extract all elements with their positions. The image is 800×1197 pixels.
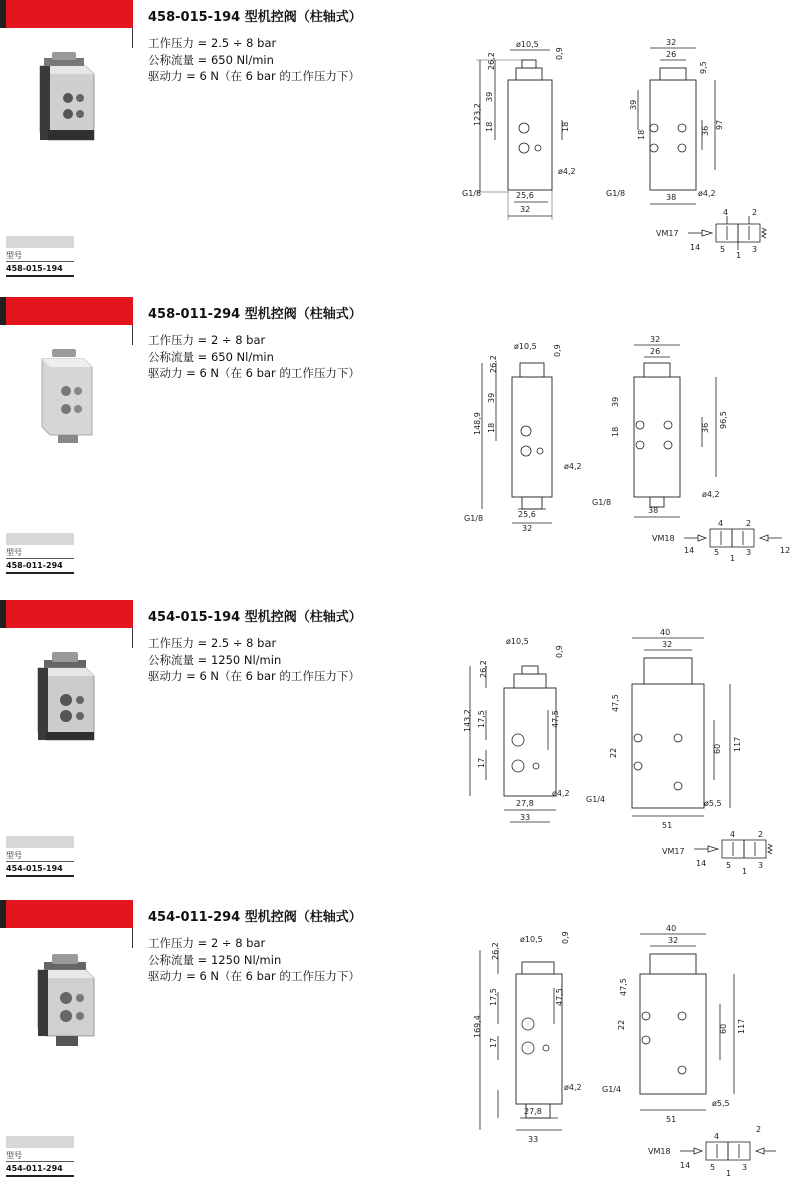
dim-side-inner-width: 32: [662, 640, 673, 649]
spec-pressure: 工作压力 = 2 ÷ 8 bar: [148, 333, 266, 347]
model-box: [6, 533, 74, 574]
symbol-port-4: 4: [730, 830, 736, 839]
dim-side-bottom-width: 51: [666, 1115, 677, 1124]
symbol-port-5: 5: [726, 861, 732, 870]
valve-symbol: [656, 208, 766, 260]
technical-drawing: [440, 920, 800, 1180]
spec-list: [148, 332, 360, 382]
symbol-port-14: 14: [696, 859, 707, 868]
product-section-4: [0, 900, 800, 1197]
spec-list: [148, 935, 360, 985]
dim-top-height: 26,2: [479, 660, 488, 678]
model-code: 454-015-194: [6, 864, 63, 873]
spec-force: 驱动力 = 6 N（在 6 bar 的工作压力下）: [148, 69, 360, 83]
model-label: 型号: [6, 1151, 22, 1160]
dim-port-height-right: 47,5: [551, 710, 560, 728]
symbol-port-4: 4: [718, 519, 724, 528]
spec-pressure: 工作压力 = 2.5 ÷ 8 bar: [148, 636, 277, 650]
dim-side-total-height: 97: [715, 119, 724, 130]
header-divider: [132, 628, 133, 648]
dim-port: G1/8: [464, 514, 484, 523]
symbol-port-3: 3: [752, 245, 758, 254]
product-section-3: [0, 600, 800, 897]
valve-photo: [30, 650, 100, 750]
dim-hole: ø4,2: [564, 462, 582, 471]
symbol-port-4: 4: [714, 1132, 720, 1141]
dim-side-port-height: 18: [611, 426, 620, 437]
dim-side-hole: ø5,5: [712, 1099, 730, 1108]
symbol-port-4: 4: [723, 208, 729, 217]
dim-mid-height: 17,5: [477, 710, 486, 728]
dim-side-mid-height: 39: [629, 99, 638, 110]
dim-side-port-height: 22: [609, 747, 618, 758]
dim-side-top-width: 32: [650, 335, 661, 344]
section-header-bar: [0, 600, 133, 628]
dim-side-port: G1/4: [602, 1085, 622, 1094]
dim-side-right-height: 36: [701, 125, 710, 136]
dim-stem: ø10,5: [506, 637, 529, 646]
dim-inner-width: 25,6: [516, 191, 534, 200]
dim-side-hole: ø4,2: [702, 490, 720, 499]
dim-side-inner-width: 26: [650, 347, 661, 356]
symbol-port-1: 1: [736, 251, 742, 260]
dim-side-total-height: 117: [733, 736, 742, 752]
dim-total-height: 123,2: [473, 103, 482, 126]
dim-stem: ø10,5: [514, 342, 537, 351]
symbol-port-1: 1: [726, 1169, 732, 1178]
symbol-name: VM17: [662, 847, 685, 856]
section-title: 454-015-194 型机控阀（柱轴式）: [148, 610, 362, 625]
dim-side-top-width: 40: [666, 924, 677, 933]
dim-port: G1/8: [462, 189, 482, 198]
section-title: 458-011-294 型机控阀（柱轴式）: [148, 307, 362, 322]
symbol-port-2: 2: [752, 208, 758, 217]
symbol-port-2: 2: [756, 1125, 762, 1134]
valve-symbol: [648, 1125, 776, 1178]
spec-flow: 公称流量 = 650 Nl/min: [148, 349, 274, 364]
symbol-port-14: 14: [690, 243, 701, 252]
valve-symbol: [652, 519, 790, 563]
symbol-name: VM17: [656, 229, 679, 238]
dim-side-mid-height: 47,5: [611, 694, 620, 712]
dim-total-height: 148,9: [473, 412, 482, 435]
dim-side-inner-width: 32: [668, 936, 679, 945]
valve-photo: [30, 347, 100, 447]
spec-pressure: 工作压力 = 2.5 ÷ 8 bar: [148, 36, 277, 50]
spec-flow: 公称流量 = 1250 Nl/min: [148, 952, 282, 967]
symbol-name: VM18: [652, 534, 675, 543]
technical-drawing: [440, 20, 800, 280]
dim-top-height: 26,2: [491, 942, 500, 960]
model-label: 型号: [6, 251, 22, 260]
spec-flow: 公称流量 = 1250 Nl/min: [148, 652, 282, 667]
symbol-port-5: 5: [714, 548, 720, 557]
model-box: [6, 1136, 74, 1177]
model-box: [6, 236, 74, 277]
section-title: 458-015-194 型机控阀（柱轴式）: [148, 10, 362, 25]
dim-side-right-height: 60: [713, 743, 722, 754]
dim-side-gap: 9,5: [699, 61, 708, 74]
valve-photo: [30, 50, 100, 150]
model-code: 454-011-294: [6, 1164, 63, 1173]
product-section-2: [0, 297, 800, 594]
dim-gap: 0,9: [561, 931, 570, 944]
spec-force: 驱动力 = 6 N（在 6 bar 的工作压力下）: [148, 366, 360, 380]
dim-inner-width: 27,8: [516, 799, 534, 808]
symbol-port-5: 5: [710, 1163, 716, 1172]
dim-mid-height: 17,5: [489, 988, 498, 1006]
symbol-port-14: 14: [684, 546, 695, 555]
dim-side-inner-width: 26: [666, 50, 677, 59]
symbol-port-1: 1: [742, 867, 748, 876]
dim-outer-width: 33: [520, 813, 531, 822]
dim-side-port-height: 18: [637, 129, 646, 140]
symbol-port-3: 3: [746, 548, 752, 557]
dim-side-top-width: 40: [660, 628, 671, 637]
dim-hole: ø4,2: [552, 789, 570, 798]
dim-side-mid-height: 39: [611, 396, 620, 407]
header-divider: [132, 325, 133, 345]
dim-side-top-width: 32: [666, 38, 677, 47]
dim-side-hole: ø4,2: [698, 189, 716, 198]
section-header-bar: [0, 0, 133, 28]
symbol-port-12: 12: [780, 546, 791, 555]
dim-side-total-height: 96,5: [719, 411, 728, 429]
section-header-bar: [0, 900, 133, 928]
dim-inner-width: 25,6: [518, 510, 536, 519]
symbol-port-2: 2: [758, 830, 764, 839]
dim-total-height: 169,4: [473, 1015, 482, 1038]
dim-port-height-right: 18: [561, 121, 570, 132]
product-section-1: [0, 0, 800, 297]
spec-force: 驱动力 = 6 N（在 6 bar 的工作压力下）: [148, 669, 360, 683]
dim-port-height: 17: [477, 757, 486, 768]
dim-outer-width: 32: [522, 524, 533, 533]
dim-side-right-height: 60: [719, 1023, 728, 1034]
dim-outer-width: 32: [520, 205, 531, 214]
spec-force: 驱动力 = 6 N（在 6 bar 的工作压力下）: [148, 969, 360, 983]
dim-outer-width: 33: [528, 1135, 539, 1144]
spec-pressure: 工作压力 = 2 ÷ 8 bar: [148, 936, 266, 950]
dim-top-height: 26,2: [489, 355, 498, 373]
dim-top-height: 26,2: [487, 52, 496, 70]
dim-side-hole: ø5,5: [704, 799, 722, 808]
header-divider: [132, 28, 133, 48]
symbol-name: VM18: [648, 1147, 671, 1156]
dim-side-bottom-width: 38: [648, 506, 659, 515]
dim-side-port-height: 22: [617, 1019, 626, 1030]
dim-inner-width: 27,8: [524, 1107, 542, 1116]
dim-gap: 0,9: [555, 47, 564, 60]
dim-stem: ø10,5: [520, 935, 543, 944]
section-header-bar: [0, 297, 133, 325]
dim-side-port: G1/4: [586, 795, 606, 804]
symbol-port-3: 3: [758, 861, 764, 870]
technical-drawing: [440, 620, 800, 880]
symbol-port-2: 2: [746, 519, 752, 528]
header-divider: [132, 928, 133, 948]
dim-port-height: 18: [487, 422, 496, 433]
dim-total-height: 143,2: [463, 709, 472, 732]
dim-side-bottom-width: 51: [662, 821, 673, 830]
symbol-port-1: 1: [730, 554, 736, 563]
dim-hole: ø4,2: [564, 1083, 582, 1092]
dim-side-mid-height: 47,5: [619, 978, 628, 996]
dim-port-height: 18: [485, 121, 494, 132]
dim-side-port: G1/8: [606, 189, 626, 198]
symbol-port-3: 3: [742, 1163, 748, 1172]
valve-symbol: [662, 830, 772, 876]
model-code: 458-015-194: [6, 264, 63, 273]
dim-gap: 0,9: [553, 344, 562, 357]
symbol-port-14: 14: [680, 1161, 691, 1170]
dim-gap: 0,9: [555, 645, 564, 658]
dim-side-bottom-width: 38: [666, 193, 677, 202]
model-code: 458-011-294: [6, 561, 63, 570]
dim-side-right-height: 36: [701, 422, 710, 433]
valve-photo: [30, 950, 100, 1050]
dim-mid-height: 39: [485, 91, 494, 102]
technical-drawing: [440, 317, 800, 577]
spec-flow: 公称流量 = 650 Nl/min: [148, 52, 274, 67]
dim-port-height-right: 47,5: [555, 988, 564, 1006]
dim-hole: ø4,2: [558, 167, 576, 176]
spec-list: [148, 635, 360, 685]
dim-side-port: G1/8: [592, 498, 612, 507]
dim-mid-height: 39: [487, 392, 496, 403]
model-box: [6, 836, 74, 877]
model-label: 型号: [6, 851, 22, 860]
dim-side-total-height: 117: [737, 1018, 746, 1034]
dim-port-height: 17: [489, 1037, 498, 1048]
dim-stem: ø10,5: [516, 40, 539, 49]
model-label: 型号: [6, 548, 22, 557]
spec-list: [148, 35, 360, 85]
symbol-port-5: 5: [720, 245, 726, 254]
section-title: 454-011-294 型机控阀（柱轴式）: [148, 910, 362, 925]
